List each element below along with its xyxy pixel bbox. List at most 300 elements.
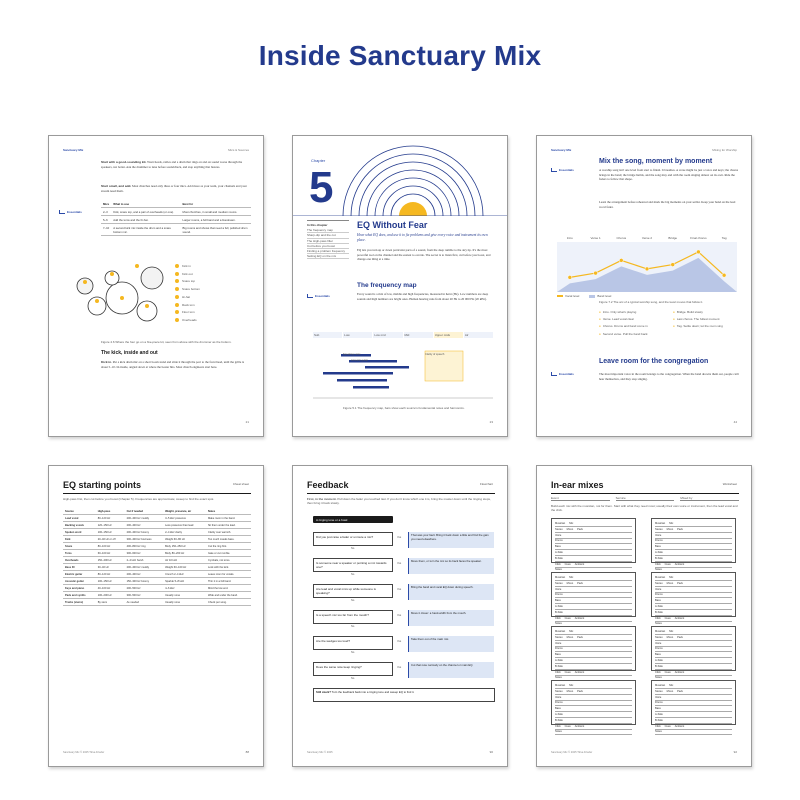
- table-header-row: [101, 200, 251, 208]
- lead-in: Kick in.: [101, 360, 113, 364]
- mix-card-field-label: Mono: [666, 581, 674, 585]
- mix-card-line[interactable]: [555, 593, 632, 598]
- legend-item: [175, 264, 251, 268]
- mix-card-line[interactable]: [555, 684, 632, 689]
- mix-card-line[interactable]: [555, 701, 632, 706]
- frequency-bars: [313, 348, 493, 400]
- mix-card-line[interactable]: [555, 576, 632, 581]
- yes-label: Yes: [397, 640, 402, 643]
- mix-card-field-label: Pack: [577, 689, 583, 693]
- legend-label: Vocal level: [565, 294, 580, 298]
- lead-in: Start small, and add.: [101, 184, 132, 188]
- legend-label: Snare bottom: [182, 287, 201, 292]
- paragraph: The most important voice in the room belongs to the congregation. When the band drowns them out, people can't hear themselves, and they stop singing.: [599, 372, 740, 381]
- mix-card-field-label: A-Side: [555, 658, 563, 662]
- bar-label: Acoustic guitar: [351, 359, 369, 362]
- mix-card-field-label: Stereo: [555, 689, 563, 693]
- table-cell: 30–40 Hz: [96, 564, 125, 571]
- mix-card-field-label: Click: [655, 562, 661, 566]
- table-cell: As needed: [125, 599, 163, 606]
- table-cell: Backing vocals: [63, 522, 96, 529]
- mix-card-field-label: Mix: [569, 684, 574, 687]
- mixed-by-field[interactable]: Mixed by: [680, 496, 739, 501]
- flowchart-answer: Take them out of the main mix.: [408, 636, 494, 652]
- mix-card-line[interactable]: [655, 576, 732, 581]
- section-point: [619, 258, 623, 262]
- title-rule: [551, 493, 739, 494]
- mix-card-field-label: Ambient: [674, 670, 685, 674]
- mix-card-line[interactable]: [555, 690, 632, 695]
- service-field[interactable]: Service: [616, 496, 675, 501]
- table-cell: 100–150 Hz: [96, 529, 125, 536]
- band-label: Low: [343, 332, 373, 338]
- note-item: [599, 310, 669, 314]
- table-header: Mics: [103, 201, 110, 206]
- mix-card[interactable]: [551, 680, 636, 734]
- table-cell: Kick, snare top, and a pair of overheads (or one).: [111, 208, 180, 216]
- legend-dot: [175, 279, 179, 283]
- spread-page-eq-cheatsheet: [48, 465, 264, 767]
- lead-in: Start with a good-sounding kit.: [101, 160, 147, 164]
- mix-card-line[interactable]: [555, 707, 632, 712]
- table-cell: Spoken word: [63, 529, 96, 536]
- song-section-label: Verse 1: [590, 236, 601, 240]
- mix-card-field-label: Mix: [569, 576, 574, 579]
- mix-card-field-label: Mix: [669, 630, 674, 633]
- mix-card-line[interactable]: [555, 551, 632, 556]
- frequency-bar: [365, 366, 409, 369]
- mix-card-field-label: Mono: [566, 635, 574, 639]
- paragraph: Learn the arrangement before rehearsal and mark the big moments on your setlist. Keep your hand on the lead vocal fader.: [599, 200, 736, 209]
- flowchart-answer: Bring the band and vocal EQ down during speech.: [408, 584, 494, 600]
- mix-card[interactable]: [551, 518, 636, 572]
- table-header: Weight, presence, air: [163, 508, 206, 515]
- mix-card-line[interactable]: [655, 653, 732, 658]
- mix-card-field-label: Bass: [655, 707, 661, 711]
- mix-card-line[interactable]: [655, 730, 732, 735]
- no-label: No: [351, 547, 355, 550]
- page-footer: Sanctuary Mix © 2025: [307, 751, 333, 754]
- mix-card-line[interactable]: [555, 653, 632, 658]
- mix-card-field-label: Pack: [577, 527, 583, 531]
- spread-page-in-ear-worksheet: [536, 465, 752, 767]
- mix-card-line[interactable]: [555, 539, 632, 544]
- mix-card-line[interactable]: [655, 642, 732, 647]
- mix-card-line[interactable]: [555, 713, 632, 718]
- mix-card-field-label: Cues: [664, 616, 671, 620]
- page-number: 88: [245, 750, 249, 754]
- mix-card-field-label: Ambient: [574, 724, 585, 728]
- note-text: Tag. Settle down; let the room sing: [676, 324, 723, 329]
- running-head-left: Sanctuary Mix: [63, 148, 84, 152]
- mix-card-field-label: Mix: [669, 522, 674, 525]
- legend-label: Band level: [597, 294, 612, 298]
- mix-card-field-label: Ambient: [674, 616, 685, 620]
- mix-card-line[interactable]: [555, 647, 632, 652]
- mix-card-field-label: Voice: [655, 533, 662, 537]
- note-text: Intro. Only what's playing: [602, 310, 637, 314]
- table-cell: Leave room for vocals.: [206, 571, 251, 578]
- legend-dot: [175, 303, 179, 307]
- table-cell: Acoustic guitar: [63, 578, 96, 585]
- table-row: [63, 536, 251, 543]
- song-section-label: Final chorus: [690, 236, 707, 240]
- legend-dot: [175, 310, 179, 314]
- mix-card-field-label: Notes: [555, 568, 562, 572]
- mix-card-line[interactable]: [655, 545, 732, 550]
- table-cell: A second kick mic inside the drum and a snare bottom mic.: [111, 224, 180, 236]
- mix-card-line[interactable]: [655, 647, 732, 652]
- mix-card-line[interactable]: [655, 588, 732, 593]
- song-section-label: Tag: [721, 236, 727, 240]
- no-label: No: [351, 573, 355, 576]
- song-section-label: Chorus: [616, 236, 627, 240]
- band-label: Upper mids: [434, 332, 464, 338]
- mix-card-field-label: Musician: [555, 576, 566, 579]
- table-cell: Overheads: [63, 557, 96, 564]
- section-point: [671, 263, 675, 267]
- mix-card-line[interactable]: [655, 522, 732, 527]
- mix-card-field-label: Pack: [577, 581, 583, 585]
- table-cell: 200–400 Hz muddy: [125, 564, 163, 571]
- table-cell: Cymbals, not toms.: [206, 557, 251, 564]
- mix-card-field-label: Mix: [669, 576, 674, 579]
- table-cell: Most churches, in small and medium rooms.: [181, 208, 251, 216]
- lead-in: Still stuck?: [316, 690, 331, 694]
- mix-card-line[interactable]: [555, 617, 632, 622]
- mix-card-line[interactable]: [655, 725, 732, 730]
- notes-column-left: [599, 310, 669, 339]
- table-cell: 300–400 Hz boxiness: [125, 536, 163, 543]
- mix-card-line[interactable]: [655, 684, 732, 689]
- table-cell: 400–800 Hz ring: [125, 543, 163, 550]
- mix-card-line[interactable]: [655, 551, 732, 556]
- mix-card-line[interactable]: [655, 719, 732, 724]
- mix-card-field-label: Mix: [669, 684, 674, 687]
- mix-card-line[interactable]: [555, 528, 632, 533]
- mix-card-field-label: Stereo: [555, 581, 563, 585]
- mix-card-line[interactable]: [555, 630, 632, 635]
- note-text: Chorus. Drums and band come in: [602, 324, 648, 329]
- running-head-right: Mics & Sources: [228, 148, 249, 152]
- mix-card-line[interactable]: [655, 599, 732, 604]
- table-cell: 100–150 Hz: [96, 578, 125, 585]
- table-row: [63, 585, 251, 592]
- drum-kit-diagram: [67, 256, 177, 336]
- mix-card-field-label: B-Side: [555, 610, 563, 614]
- mix-card-line[interactable]: [555, 719, 632, 724]
- mix-card-field-label: B-Side: [555, 664, 563, 668]
- table-cell: Snare: [63, 543, 96, 550]
- mix-card-line[interactable]: [655, 696, 732, 701]
- mix-card-line[interactable]: [655, 605, 732, 610]
- table-row: [63, 578, 251, 585]
- mix-card-line[interactable]: [555, 730, 632, 735]
- note-item: [599, 324, 669, 328]
- section-title: Feedback: [307, 480, 349, 490]
- mix-card-line[interactable]: [655, 713, 732, 718]
- table-cell: 150–400 Hz: [96, 557, 125, 564]
- intro-text: [307, 497, 495, 505]
- running-head-left: Sanctuary Mix: [551, 148, 572, 152]
- table-cell: 300–500 Hz: [125, 592, 163, 599]
- table-cell: 200–500 Hz: [125, 585, 163, 592]
- mix-card-line[interactable]: [655, 665, 732, 670]
- mix-card-field-label: Ambient: [574, 616, 585, 620]
- table-cell: 4–6 kHz: [163, 585, 206, 592]
- table-row: [63, 529, 251, 536]
- notes-column-right: [673, 310, 743, 332]
- table-row: [63, 522, 251, 529]
- subhead: The kick, inside and out: [101, 350, 158, 356]
- sun-shape: [399, 202, 427, 216]
- mix-card-line[interactable]: [655, 690, 732, 695]
- legend-dot: [175, 264, 179, 268]
- yes-label: Yes: [397, 588, 402, 591]
- mix-card-field-label: Ambient: [674, 724, 685, 728]
- cymbal-shape: [141, 267, 163, 289]
- mix-card-line[interactable]: [655, 659, 732, 664]
- note-item: [673, 317, 743, 321]
- flowchart-question: Is someone near a speaker or pointing a mic towards one?: [313, 558, 393, 572]
- mix-card-line[interactable]: [655, 582, 732, 587]
- no-label: No: [351, 625, 355, 628]
- page-footer: Sanctuary Mix © 2025 Tikva Frieder: [63, 751, 105, 754]
- essentials-icon: [551, 372, 557, 376]
- mix-card-line[interactable]: [655, 636, 732, 641]
- table-cell: By stem: [96, 599, 125, 606]
- table-cell: Sit them under the lead.: [206, 522, 251, 529]
- note-item: [673, 324, 743, 328]
- mic-marker: [110, 272, 114, 276]
- mix-card-field-label: Pack: [677, 581, 683, 585]
- flowchart-step: [313, 610, 495, 630]
- mix-card-field-label: Musician: [555, 684, 566, 687]
- mix-card-field-label: Bass: [555, 545, 561, 549]
- mix-card-line[interactable]: [655, 534, 732, 539]
- table-cell: 20–40 Hz or off: [96, 536, 125, 543]
- toc-item: Sharp-dip and the cut: [307, 233, 349, 238]
- legend-swatch: [589, 295, 595, 298]
- mic-marker: [145, 304, 149, 308]
- note-item: [599, 332, 669, 336]
- table-cell: Body 150–250 Hz: [163, 543, 206, 550]
- legend-item: [175, 287, 251, 291]
- legend-label: Rack tom: [182, 302, 195, 307]
- mix-card-line[interactable]: [555, 611, 632, 616]
- legend-label: Floor tom: [182, 310, 195, 315]
- mix-card-line[interactable]: [655, 701, 732, 706]
- mix-card-line[interactable]: [555, 534, 632, 539]
- toc-item: Finding a problem frequency: [307, 249, 349, 254]
- worksheet-fields: [551, 496, 739, 501]
- mix-card[interactable]: [651, 626, 736, 680]
- mix-card-field-label: Mono: [666, 527, 674, 531]
- mix-card-field-label: A-Side: [555, 712, 563, 716]
- title-rule: [63, 493, 251, 494]
- page-headline: Inside Sanctuary Mix: [258, 40, 542, 71]
- paragraph-text: Worn heads, rattles and a drum that rings on and on sound worse through the speakers, not better. Ask the drummer to tune before soundcheck, and stop anything that buzzes.: [101, 160, 243, 169]
- mix-card-line[interactable]: [655, 671, 732, 676]
- mix-card-field-label: Click: [655, 616, 661, 620]
- mix-card-field-label: Click: [555, 616, 561, 620]
- table-cell: Big rooms and shows that need a full, polished drum sound.: [181, 224, 251, 236]
- mix-card-line[interactable]: [555, 545, 632, 550]
- mix-card[interactable]: [551, 572, 636, 626]
- mix-card-line[interactable]: [555, 605, 632, 610]
- table-cell: Thin it in a full band.: [206, 578, 251, 585]
- mix-card-field-label: Click: [555, 670, 561, 674]
- table-cell: Lead vocal: [63, 515, 96, 522]
- mix-card-line[interactable]: [655, 539, 732, 544]
- legend-dot: [175, 318, 179, 322]
- table-row: [63, 599, 251, 606]
- essentials-marker: [551, 168, 574, 172]
- spread-page-mix-moments: [536, 135, 752, 437]
- legend-dot: [175, 287, 179, 291]
- mix-card-field-label: Stereo: [655, 689, 663, 693]
- table-row: [101, 208, 251, 216]
- mix-card-line[interactable]: [655, 611, 732, 616]
- toc-item: Cut before you boost: [307, 244, 349, 249]
- table-cell: Sparkle 5–8 kHz: [163, 578, 206, 585]
- mix-card-field-label: Bass: [655, 599, 661, 603]
- chart-legend: [557, 294, 611, 298]
- mix-card-line[interactable]: [555, 582, 632, 587]
- table-cell: Cut the ring first.: [206, 543, 251, 550]
- mic-marker: [83, 280, 87, 284]
- table-cell: Mind the low end.: [206, 585, 251, 592]
- table-cell: 80–120 Hz: [96, 515, 125, 522]
- table-cell: Usually none: [163, 592, 206, 599]
- essentials-marker: [551, 372, 574, 376]
- table-header: What to use: [111, 200, 180, 208]
- event-field[interactable]: Event: [551, 496, 610, 501]
- section-title: Mix the song, moment by moment: [599, 158, 713, 165]
- mix-card-line[interactable]: [655, 557, 732, 562]
- note-bullet: ●: [673, 310, 675, 314]
- mix-card-line[interactable]: [555, 665, 632, 670]
- yes-label: Yes: [397, 614, 402, 617]
- mix-card-line[interactable]: [555, 599, 632, 604]
- mix-card[interactable]: [651, 680, 736, 734]
- mix-card-line[interactable]: [555, 725, 632, 730]
- chapter-title: EQ Without Fear: [357, 220, 428, 230]
- mix-card-field-label: Notes: [655, 676, 662, 680]
- paragraph: Every sound is a mix of low, middle and high frequencies, measured in hertz (Hz). Low numbers are deep sounds and high numbers are bright ones. Human hearing runs from about 20 Hz to 20 000 Hz (20 kHz).: [357, 292, 489, 301]
- spread-page-mics: [48, 135, 264, 437]
- flowchart-start: A ringing tone or a howl: [313, 516, 393, 523]
- mix-card-line[interactable]: [655, 593, 732, 598]
- mix-card-line[interactable]: [655, 630, 732, 635]
- figure-caption: Figure 4.6 Where the four go on a five-piece kit, seen from above with the drummer as the bottom.: [101, 340, 232, 344]
- note-bullet: ●: [599, 310, 601, 314]
- mix-card-line[interactable]: [555, 522, 632, 527]
- mix-card-line[interactable]: [555, 696, 632, 701]
- table-cell: Pads and synths: [63, 592, 96, 599]
- figure-caption: Figure 5.1 The frequency map, bars show each source's fundamental notes and harmonics.: [343, 406, 465, 410]
- table-cell: Crunch 2–4 kHz: [163, 571, 206, 578]
- subhead: The frequency map: [357, 282, 417, 289]
- table-row: [63, 571, 251, 578]
- mix-card-line[interactable]: [555, 642, 632, 647]
- mix-card-field-label: Pack: [677, 689, 683, 693]
- mix-card-field-label: Notes: [655, 730, 662, 734]
- legend-label: Kick out: [182, 271, 193, 276]
- table-cell: Check per song.: [206, 599, 251, 606]
- flowchart-question: Does the same note keep ringing?: [313, 662, 393, 676]
- legend-item: [175, 279, 251, 283]
- toc-item: The High-pass filter: [307, 239, 349, 244]
- mix-card[interactable]: [651, 518, 736, 572]
- mix-card-line[interactable]: [555, 659, 632, 664]
- mic-marker: [120, 296, 124, 300]
- paragraph-text: Most churches need only three or four mics. Add more as your team, your channels and your stream need them.: [101, 184, 247, 193]
- paragraph: EQ lets you turn up or down particular parts of a sound, from the deep rumble to the airy tip. It's the most powerful tool on the channel and the easiest to overdo. The secret is to listen first, cut before you boost, and change one thing at a time.: [357, 248, 491, 261]
- table-cell: Lock with the kick.: [206, 564, 251, 571]
- mix-card[interactable]: [651, 572, 736, 626]
- mix-card-line[interactable]: [655, 617, 732, 622]
- mix-card[interactable]: [551, 626, 636, 680]
- mix-card-line[interactable]: [655, 563, 732, 568]
- mix-card-field-label: Drums: [655, 647, 663, 651]
- paragraph: [101, 160, 251, 169]
- mix-card-field-label: Drums: [555, 701, 563, 705]
- legend-item: [175, 310, 251, 314]
- table-row: [63, 592, 251, 599]
- mix-card-field-label: Mono: [666, 635, 674, 639]
- table-cell: Usually none: [163, 599, 206, 606]
- mix-card-field-label: Bass: [555, 707, 561, 711]
- table-cell: Body 80–200 Hz: [163, 550, 206, 557]
- mix-card-line[interactable]: [555, 671, 632, 676]
- mix-card-line[interactable]: [655, 528, 732, 533]
- mic-marker: [95, 299, 99, 303]
- yes-label: Yes: [397, 562, 402, 565]
- essentials-label: Essentials: [559, 168, 574, 172]
- table-cell: Too much masks bass.: [206, 536, 251, 543]
- mix-card-line[interactable]: [555, 636, 632, 641]
- flowchart-step: [313, 532, 495, 552]
- mix-card-line[interactable]: [555, 588, 632, 593]
- section-title: Leave room for the congregation: [599, 358, 709, 365]
- mix-card-field-label: Pack: [677, 635, 683, 639]
- flowchart-step: [313, 636, 495, 656]
- legend-item: [175, 318, 251, 322]
- paragraph: [101, 184, 251, 193]
- mix-card-field-label: Notes: [655, 622, 662, 626]
- mix-card-field-label: Stereo: [555, 635, 563, 639]
- mix-card-field-label: B-Side: [555, 718, 563, 722]
- title-rule: [307, 493, 495, 494]
- mix-card-line[interactable]: [555, 563, 632, 568]
- note-text: Second verse. Pull the band back: [602, 331, 648, 336]
- table-cell: 7–10: [101, 224, 111, 236]
- table-cell: 3–5 kHz presence: [163, 515, 206, 522]
- song-section-label: Verse 2: [641, 236, 653, 240]
- table-cell: Electric guitar: [63, 571, 96, 578]
- chapter-number: 5: [309, 163, 334, 212]
- mix-card-field-label: Click: [555, 562, 561, 566]
- mix-card-line[interactable]: [555, 557, 632, 562]
- table-cell: Tracks (stems): [63, 599, 96, 606]
- eq-table: [63, 508, 251, 606]
- mix-card-field-label: Mono: [566, 527, 574, 531]
- table-cell: 2–3: [101, 208, 111, 216]
- mix-card-line[interactable]: [655, 707, 732, 712]
- table-cell: 120–150 Hz: [96, 522, 125, 529]
- flowchart-question: Is a speech mic too far from the mouth?: [313, 610, 393, 624]
